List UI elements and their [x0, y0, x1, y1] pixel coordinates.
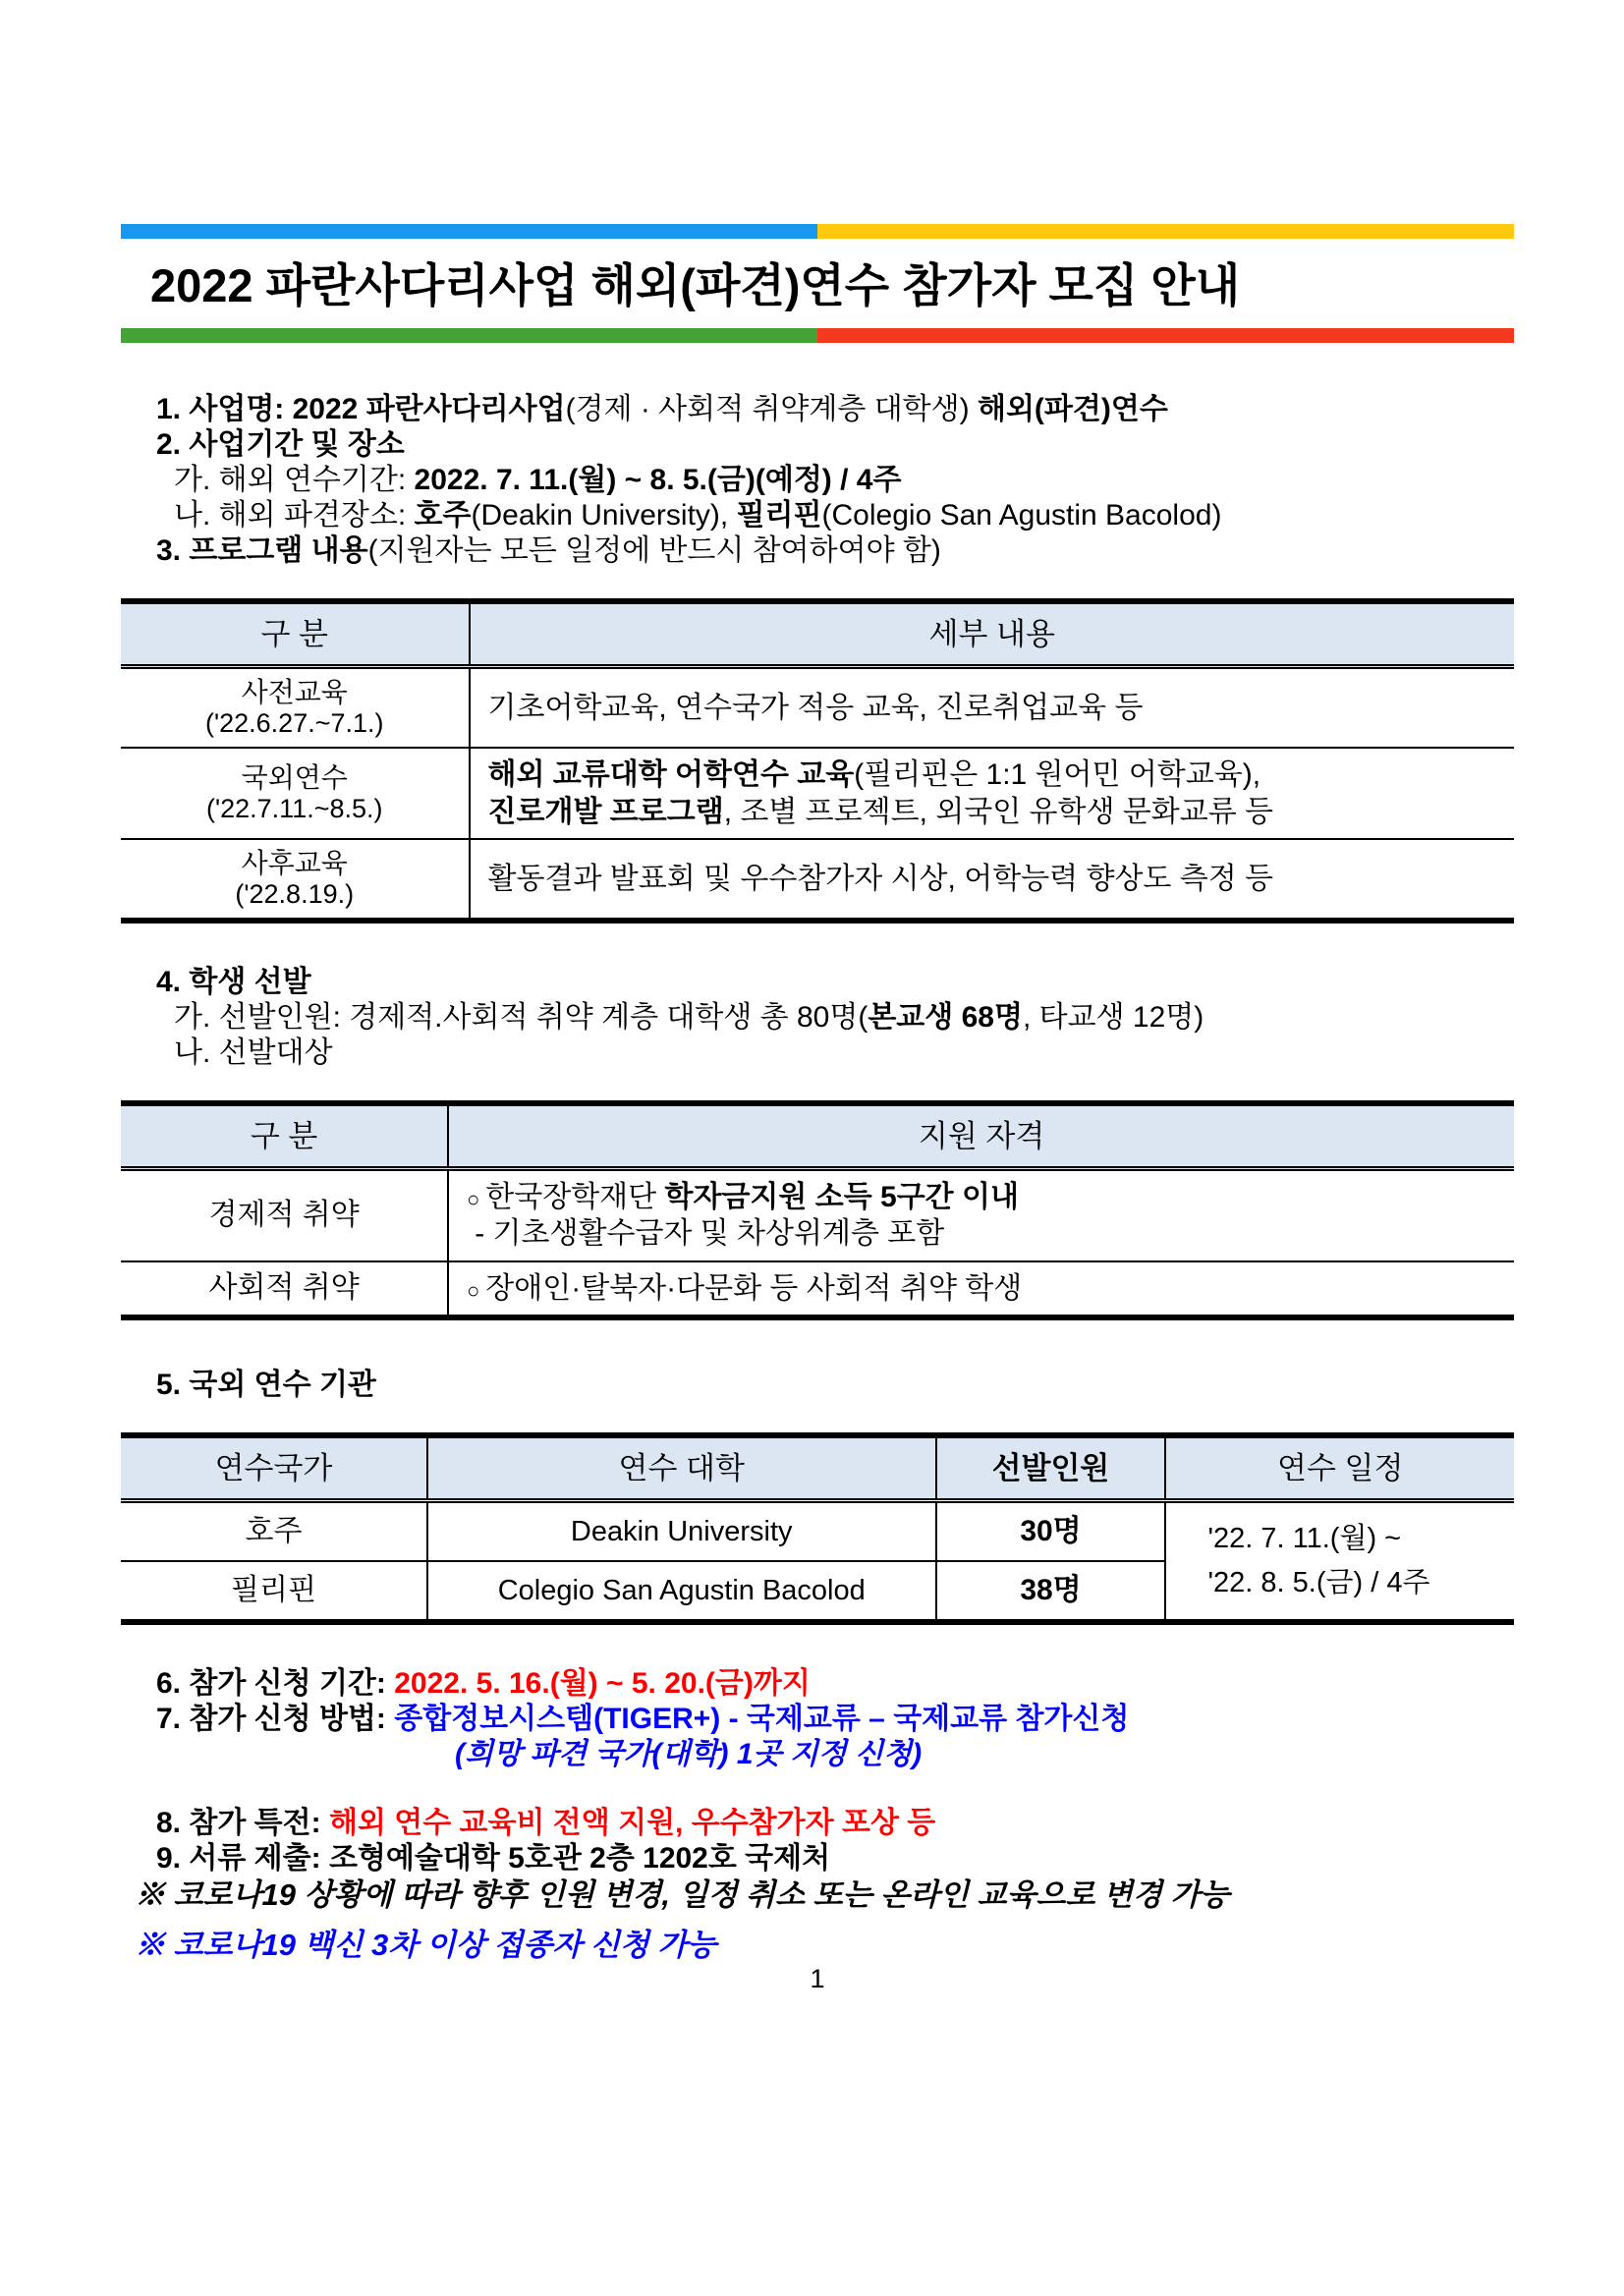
section-3-note: (지원자는 모든 일정에 반드시 참여하여야 함): [367, 534, 941, 567]
section-7-method-note: [121, 1737, 1514, 1772]
category-name: 국외연수: [241, 761, 348, 793]
section-9-location-value: 조형예술대학 5호관 2층 1202호 국제처: [328, 1841, 831, 1875]
section-1-training-type: 해외(파견)연수: [977, 393, 1168, 425]
table-row-australia: [121, 1500, 1514, 1561]
category-name: 사전교육: [241, 677, 348, 708]
category-period: ('22.6.27.~7.1.): [204, 708, 384, 739]
category-period: ('22.8.19.): [235, 878, 355, 909]
circle-bullet: ○: [467, 1277, 486, 1303]
section-2b-destinations: [121, 498, 1514, 533]
reference-mark: ※: [135, 1876, 174, 1912]
institution-table: [121, 1432, 1514, 1625]
section-6-application-period: [121, 1666, 1514, 1702]
section-9-label: 9. 서류 제출:: [156, 1841, 329, 1875]
section-4a-selection-count: [121, 1000, 1514, 1036]
section-6-period-value: 2022. 5. 16.(월) ~ 5. 20.(금)까지: [394, 1666, 811, 1700]
cell-category-pre-education: [121, 667, 470, 749]
cell-country-australia: 호주: [245, 1514, 303, 1547]
category-period: ('22.7.11.~8.5.): [205, 794, 383, 824]
schedule-line-2: '22. 8. 5.(금) / 4주: [1207, 1566, 1430, 1598]
section-1-label: 1. 사업명: [156, 393, 275, 425]
section-7-label: 7. 참가 신청 방법:: [156, 1702, 395, 1735]
covid-note-1: [121, 1876, 1514, 1913]
table-row-post-education: [121, 839, 1514, 921]
section-2b-country-australia: 호주: [414, 499, 472, 532]
title-bottom-bar: [121, 328, 1514, 343]
cell-detail-post-education: 활동결과 발표회 및 우수참가자 시상, 어학능력 향상도 측정 등: [470, 839, 1515, 921]
section-4b-selection-target: [121, 1036, 1514, 1071]
section-5-label: 5. 국외 연수 기관: [156, 1368, 376, 1401]
cell-category-post-education: [121, 839, 470, 921]
title-bar-red-segment: [817, 328, 1514, 343]
page-number: 1: [810, 1964, 825, 1994]
section-2b-country-philippines: 필리핀: [736, 499, 822, 532]
eligibility-table-header-row: [121, 1103, 1514, 1169]
program-table-header-row: [121, 601, 1514, 667]
section-1-colon: :: [274, 393, 293, 425]
section-2b-prefix: 나. 해외 파견장소:: [174, 499, 415, 532]
section-4a-own-school-count: 본교생 68명: [868, 1001, 1023, 1035]
cell-detail-pre-education: 기초어학교육, 연수국가 적응 교육, 진로취업교육 등: [470, 667, 1515, 749]
cell-university-australia: Deakin University: [427, 1500, 936, 1561]
cell-category-overseas-training: [121, 748, 470, 838]
section-8-benefits-value: 해외 연수 교육비 전액 지원, 우수참가자 포상 등: [328, 1806, 936, 1839]
program-table-header-detail: 세부 내용: [470, 601, 1515, 667]
section-1-target-note: (경제 · 사회적 취약계층 대학생): [565, 393, 978, 425]
cell-quota-philippines: 38명: [936, 1561, 1166, 1622]
qualification-line-1: [467, 1270, 1504, 1307]
eligibility-header-category: 구 분: [121, 1103, 448, 1169]
detail-line-2-bold: 진로개발 프로그램: [487, 795, 724, 828]
institution-header-university: 연수 대학: [427, 1435, 936, 1501]
schedule-line-1: '22. 7. 11.(월) ~: [1207, 1523, 1402, 1555]
cell-quota-australia: 30명: [936, 1500, 1166, 1561]
section-7-application-method: [121, 1702, 1514, 1737]
cell-category-social: 사회적 취약: [121, 1261, 448, 1317]
title-bar-yellow-segment: [817, 224, 1514, 239]
institution-header-country: 연수국가: [121, 1435, 427, 1501]
section-9-document-submission: [121, 1841, 1514, 1876]
section-2a-period-value: 2022. 7. 11.(월) ~ 8. 5.(금)(예정) / 4주: [414, 464, 902, 496]
detail-line-1-plain: (필리핀은 1:1 원어민 어학교육),: [854, 758, 1261, 792]
circle-bullet: ○: [467, 1187, 486, 1212]
detail-line-2-plain: , 조별 프로젝트, 외국인 유학생 문화교류 등: [723, 795, 1274, 828]
category-name: 사후교육: [241, 847, 348, 878]
section-2-heading: [121, 427, 1514, 463]
cell-category-economic: 경제적 취약: [208, 1199, 360, 1232]
section-4b-text: 나. 선발대상: [174, 1036, 333, 1070]
qualification-line-2: - 기초생활수급자 및 차상위계층 포함: [475, 1217, 945, 1251]
covid-note-2-text: 코로나19 백신 3차 이상 접종자 신청 가능: [173, 1928, 717, 1963]
institution-header-schedule: 연수 일정: [1165, 1435, 1514, 1501]
section-1-program-title: 2022 파란사다리사업: [292, 393, 566, 425]
section-5-heading: [121, 1368, 1514, 1403]
eligibility-table: [121, 1100, 1514, 1320]
qualification-line-1-plain: 한국장학재단: [485, 1181, 665, 1214]
cell-university-philippines: Colegio San Agustin Bacolod: [427, 1561, 936, 1622]
cell-detail-overseas-training: [470, 748, 1515, 838]
qualification-line-1: [467, 1179, 1504, 1215]
reference-mark: ※: [135, 1928, 174, 1963]
title-block: [121, 224, 1514, 343]
title-bar-blue-segment: [121, 224, 817, 239]
section-7-method-value: 종합정보시스템(TIGER+) - 국제교류 – 국제교류 참가신청: [394, 1702, 1130, 1735]
section-4-label: 4. 학생 선발: [156, 966, 311, 999]
title-top-bar: [121, 224, 1514, 239]
document-body: [121, 392, 1514, 1995]
section-4a-prefix: 가. 선발인원: 경제적.사회적 취약 계층 대학생 총 80명(: [174, 1001, 868, 1035]
section-4a-suffix: , 타교생 12명): [1022, 1001, 1204, 1035]
section-2b-university-philippines: (Colegio San Agustin Bacolod): [821, 499, 1222, 532]
qualification-line-1-plain: 장애인·탈북자·다문화 등 사회적 취약 학생: [485, 1271, 1023, 1305]
page-title: 2022 파란사다리사업 해외(파견)연수 참가자 모집 안내: [150, 259, 1241, 311]
section-2a-prefix: 가. 해외 연수기간:: [174, 464, 415, 496]
section-2a-training-period: [121, 463, 1514, 498]
qualification-line-1-bold: 학자금지원 소득 5구간 이내: [664, 1181, 1019, 1214]
table-row-overseas-training: [121, 748, 1514, 838]
detail-line-1-bold: 해외 교류대학 어학연수 교육: [487, 758, 855, 792]
title-bar-green-segment: [121, 328, 817, 343]
section-3-heading: [121, 533, 1514, 569]
section-3-label: 3. 프로그램 내용: [156, 534, 368, 567]
cell-qualification-social: [448, 1261, 1514, 1317]
program-table-header-category: 구 분: [121, 601, 470, 667]
cell-country-philippines: 필리핀: [121, 1561, 427, 1622]
cell-schedule-merged: [1165, 1500, 1514, 1622]
table-row-economic: [121, 1169, 1514, 1261]
eligibility-header-qualification: 지원 자격: [448, 1103, 1514, 1169]
covid-note-1-text: 코로나19 상황에 따라 향후 인원 변경, 일정 취소 또는 온라인 교육으로 변경 가능: [173, 1876, 1230, 1912]
covid-note-2: [121, 1927, 1514, 1963]
institution-header-quota: 선발인원: [936, 1435, 1166, 1501]
section-2-label: 2. 사업기간 및 장소: [156, 428, 405, 461]
section-8-benefits: [121, 1806, 1514, 1841]
table-row-social: [121, 1261, 1514, 1317]
detail-line-1: [488, 756, 1505, 793]
cell-qualification-economic: [448, 1169, 1514, 1261]
table-row-pre-education: [121, 667, 1514, 749]
program-table: [121, 598, 1514, 924]
section-1-program-name: [121, 392, 1514, 427]
section-8-label: 8. 참가 특전:: [156, 1806, 329, 1839]
section-7-method-note-text: (희망 파견 국가(대학) 1곳 지정 신청): [455, 1737, 923, 1770]
section-4-heading: [121, 965, 1514, 1000]
institution-table-header-row: [121, 1435, 1514, 1501]
section-6-label: 6. 참가 신청 기간:: [156, 1666, 395, 1700]
detail-line-2: [488, 794, 1505, 830]
section-2b-university-australia: (Deakin University),: [471, 499, 737, 532]
